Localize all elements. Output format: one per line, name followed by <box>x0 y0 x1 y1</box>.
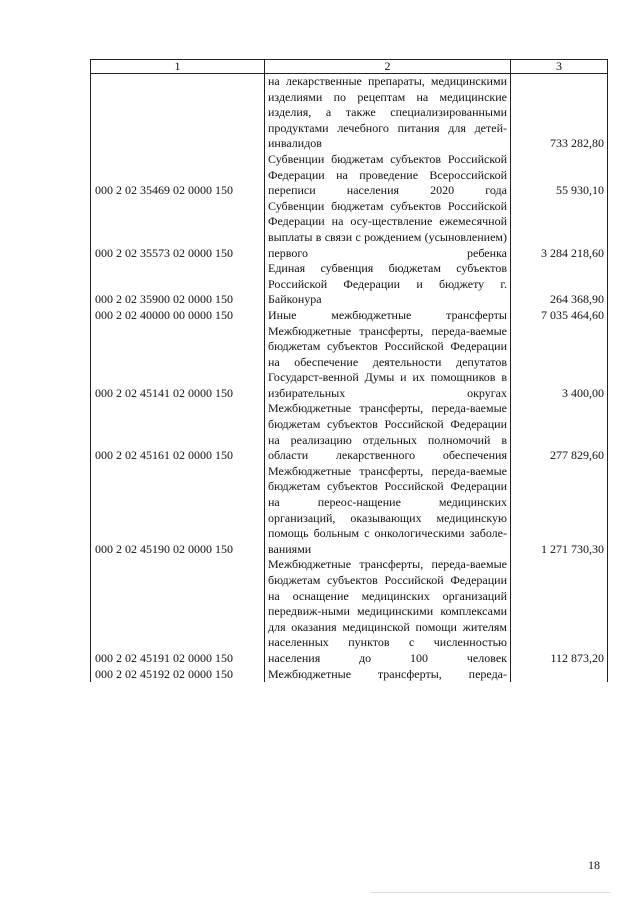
row-amount: 7 035 464,60 <box>511 308 608 324</box>
row-code: 000 2 02 45190 02 0000 150 <box>91 464 265 558</box>
footer-divider <box>370 892 610 893</box>
header-col-1: 1 <box>91 60 265 74</box>
row-description: Межбюджетные трансферты, переда- <box>265 667 511 683</box>
page-number: 18 <box>588 858 600 872</box>
row-amount: 112 873,20 <box>511 557 608 666</box>
row-amount <box>511 667 608 683</box>
budget-table <box>90 59 608 682</box>
row-description: Иные межбюджетные трансферты <box>265 308 511 324</box>
row-code: 000 2 02 40000 00 0000 150 <box>91 308 265 324</box>
table-row <box>91 324 608 402</box>
row-description: Субвенции бюджетам субъектов Российской Федерации на осу-ществление ежемесячной выплаты в связи с рождением (усыновлением) первого ребенка <box>265 199 511 261</box>
row-amount: 3 400,00 <box>511 324 608 402</box>
table-row <box>91 261 608 308</box>
header-col-2: 2 <box>265 60 511 74</box>
row-code: 000 2 02 45141 02 0000 150 <box>91 324 265 402</box>
row-code <box>91 74 265 152</box>
row-code: 000 2 02 45191 02 0000 150 <box>91 557 265 666</box>
row-description: Субвенции бюджетам субъектов Российской Федерации на проведение Всероссийской переписи населения 2020 года <box>265 152 511 199</box>
table-row <box>91 152 608 199</box>
row-code: 000 2 02 45161 02 0000 150 <box>91 401 265 463</box>
row-code: 000 2 02 35573 02 0000 150 <box>91 199 265 261</box>
table-row <box>91 464 608 558</box>
row-amount: 3 284 218,60 <box>511 199 608 261</box>
row-description: на лекарственные препараты, медицинскими изделиями по рецептам на медицинские изделия, а также специализированными продуктами лечебного питания для детей-инвалидов <box>265 74 511 152</box>
table-row <box>91 74 608 152</box>
table-row <box>91 401 608 463</box>
row-code: 000 2 02 35900 02 0000 150 <box>91 261 265 308</box>
row-amount: 264 368,90 <box>511 261 608 308</box>
row-amount: 55 930,10 <box>511 152 608 199</box>
row-description: Межбюджетные трансферты, переда-ваемые бюджетам субъектов Российской Федерации на реализацию отдельных полномочий в области лекарственного обеспечения <box>265 401 511 463</box>
row-code: 000 2 02 45192 02 0000 150 <box>91 667 265 683</box>
row-description: Межбюджетные трансферты, переда-ваемые бюджетам субъектов Российской Федерации на переос-нащение медицинских организаций, оказывающих медицинскую помощь больным с онкологическими заболе-ваниями <box>265 464 511 558</box>
row-amount: 1 271 730,30 <box>511 464 608 558</box>
row-code: 000 2 02 35469 02 0000 150 <box>91 152 265 199</box>
table-row <box>91 199 608 261</box>
table-row <box>91 557 608 666</box>
header-col-3: 3 <box>511 60 608 74</box>
row-amount: 277 829,60 <box>511 401 608 463</box>
table-row <box>91 308 608 324</box>
row-description: Межбюджетные трансферты, переда-ваемые бюджетам субъектов Российской Федерации на оснащение медицинских организаций передвиж-ными медицинскими комплексами для оказания медицинской помощи жителям населенных пунктов с численностью населения до 100 человек <box>265 557 511 666</box>
table-row <box>91 667 608 683</box>
row-description: Межбюджетные трансферты, переда-ваемые бюджетам субъектов Российской Федерации на обеспечение деятельности депутатов Государст-венной Думы и их помощников в избирательных округах <box>265 324 511 402</box>
header-row <box>91 60 608 74</box>
row-amount: 733 282,80 <box>511 74 608 152</box>
row-description: Единая субвенция бюджетам субъектов Российской Федерации и бюджету г. Байконура <box>265 261 511 308</box>
